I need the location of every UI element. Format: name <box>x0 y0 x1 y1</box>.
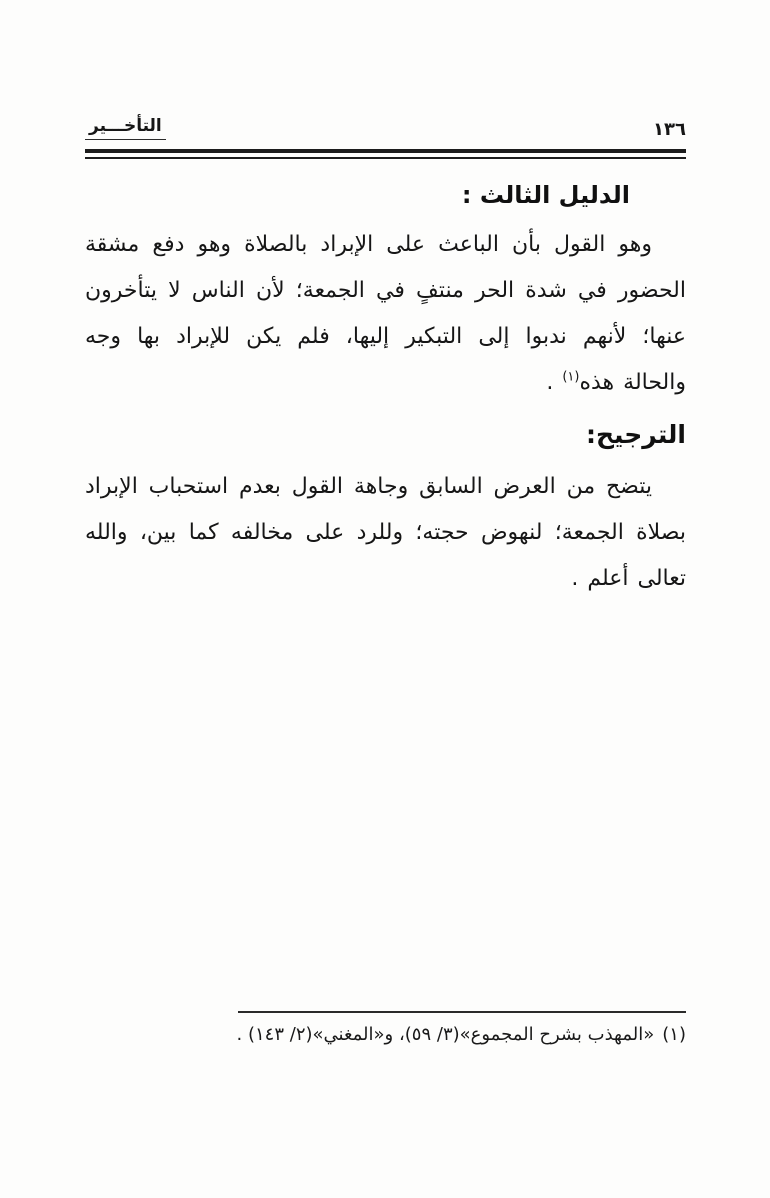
paragraph-evidence-text: وهو القول بأن الباعث على الإبراد بالصلاة وهو دفع مشقة الحضور في شدة الحر منتفٍ في الجمعة؛ لأن الناس لا يتأخرون عنها؛ لأنهم ندبوا إلى التبكير إليها، فلم يكن للإبراد بها وجه والحالة هذه <box>85 232 686 395</box>
footnote-marker: (١) <box>662 1024 686 1045</box>
footnote <box>85 1020 686 1050</box>
section-heading-evidence: الدليل الثالث : <box>461 181 630 209</box>
page-body <box>85 176 686 606</box>
paragraph-ruling: يتضح من العرض السابق وجاهة القول بعدم استحباب الإبراد بصلاة الجمعة؛ لنهوض حجته؛ وللرد على مخالفه كما بين، والله تعالى أعلم . <box>85 474 686 591</box>
header-rule-thin <box>85 157 686 159</box>
page-number: ١٣٦ <box>653 119 686 140</box>
footnote-text: «المهذب بشرح المجموع»(٣/ ٥٩)، و«المغني»(٢/ ١٤٣) . <box>236 1024 655 1045</box>
footnote-rule <box>238 1011 686 1013</box>
paragraph-evidence <box>85 222 686 406</box>
footnote-ref-marker: (١) <box>562 369 580 385</box>
running-head-title: التأخـــير <box>85 116 166 140</box>
page-header <box>85 116 686 140</box>
paragraph-evidence-end: . <box>546 370 563 395</box>
section-heading-ruling: الترجيح: <box>586 420 686 449</box>
header-rule-thick <box>85 149 686 153</box>
